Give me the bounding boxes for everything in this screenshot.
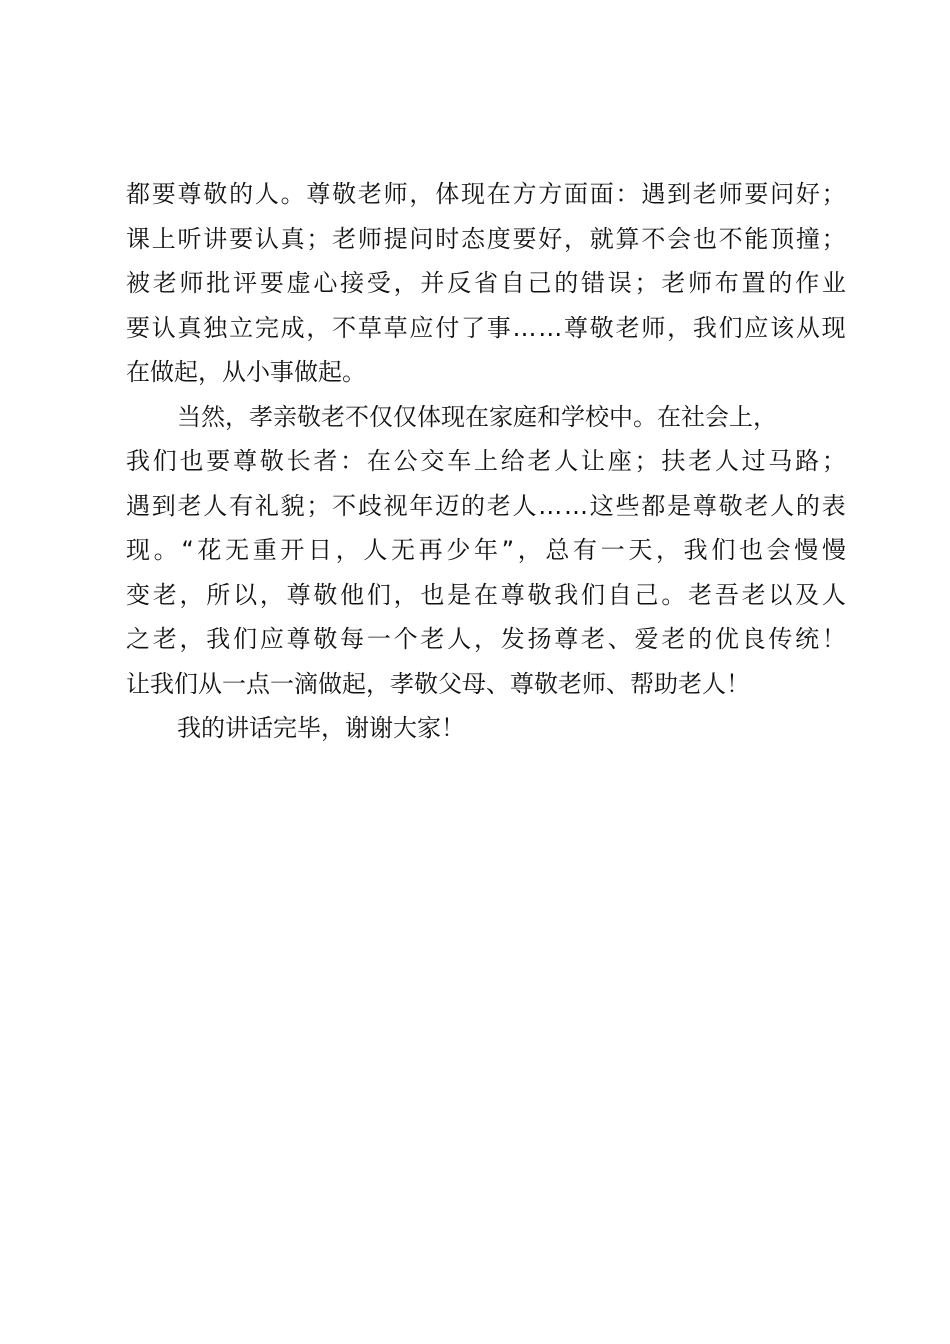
text-line: 都 要 尊 敬 的 人 。 尊 敬 老 师 ， 体 现 在 方 方 面 面 ： 遇 到 老 师 要 问 好 ； [126,180,846,208]
text-line: 让我们从一点一滴做起，孝敬父母、尊敬老师、帮助老人！ [126,669,750,698]
text-line: 被 老 师 批 评 要 虚 心 接 受 ， 并 反 省 自 己 的 错 误 ； 老 师 布 置 的 作 业 [126,269,846,297]
text-line: 之 老 ， 我 们 应 尊 敬 每 一 个 老 人 ， 发 扬 尊 老 、 爱 老 的 优 良 传 统 ！ [126,625,846,653]
text-line: 课 上 听 讲 要 认 真 ； 老 师 提 问 时 态 度 要 好 ， 就 算 不 会 也 不 能 顶 撞 ； [126,224,846,253]
paragraph-first-line: 当然，孝亲敬老不仅仅体现在家庭和学校中。在社会上， [177,402,777,431]
text-line: 要 认 真 独 立 完 成 ， 不 草 草 应 付 了 事 … … 尊 敬 老 师 ， 我 们 应 该 从 现 [126,313,846,342]
closing-line: 我的讲话完毕，谢谢大家！ [177,714,465,742]
text-line: 在做起，从小事做起。 [126,358,366,386]
speech-body [126,172,846,751]
text-line: 变 老 ， 所 以 ， 尊 敬 他 们 ， 也 是 在 尊 敬 我 们 自 己 。 老 吾 老 以 及 人 [126,580,846,609]
text-line: 遇 到 老 人 有 礼 貌 ； 不 歧 视 年 迈 的 老 人 … … 这 些 都 是 尊 敬 老 人 的 表 [126,491,846,520]
text-line: 我 们 也 要 尊 敬 长 者 ： 在 公 交 车 上 给 老 人 让 座 ； 扶 老 人 过 马 路 ； [126,447,846,475]
text-line: 现 。 “ 花 无 重 开 日 ， 人 无 再 少 年 ” ， 总 有 一 天 ， 我 们 也 会 慢 慢 [126,536,846,564]
